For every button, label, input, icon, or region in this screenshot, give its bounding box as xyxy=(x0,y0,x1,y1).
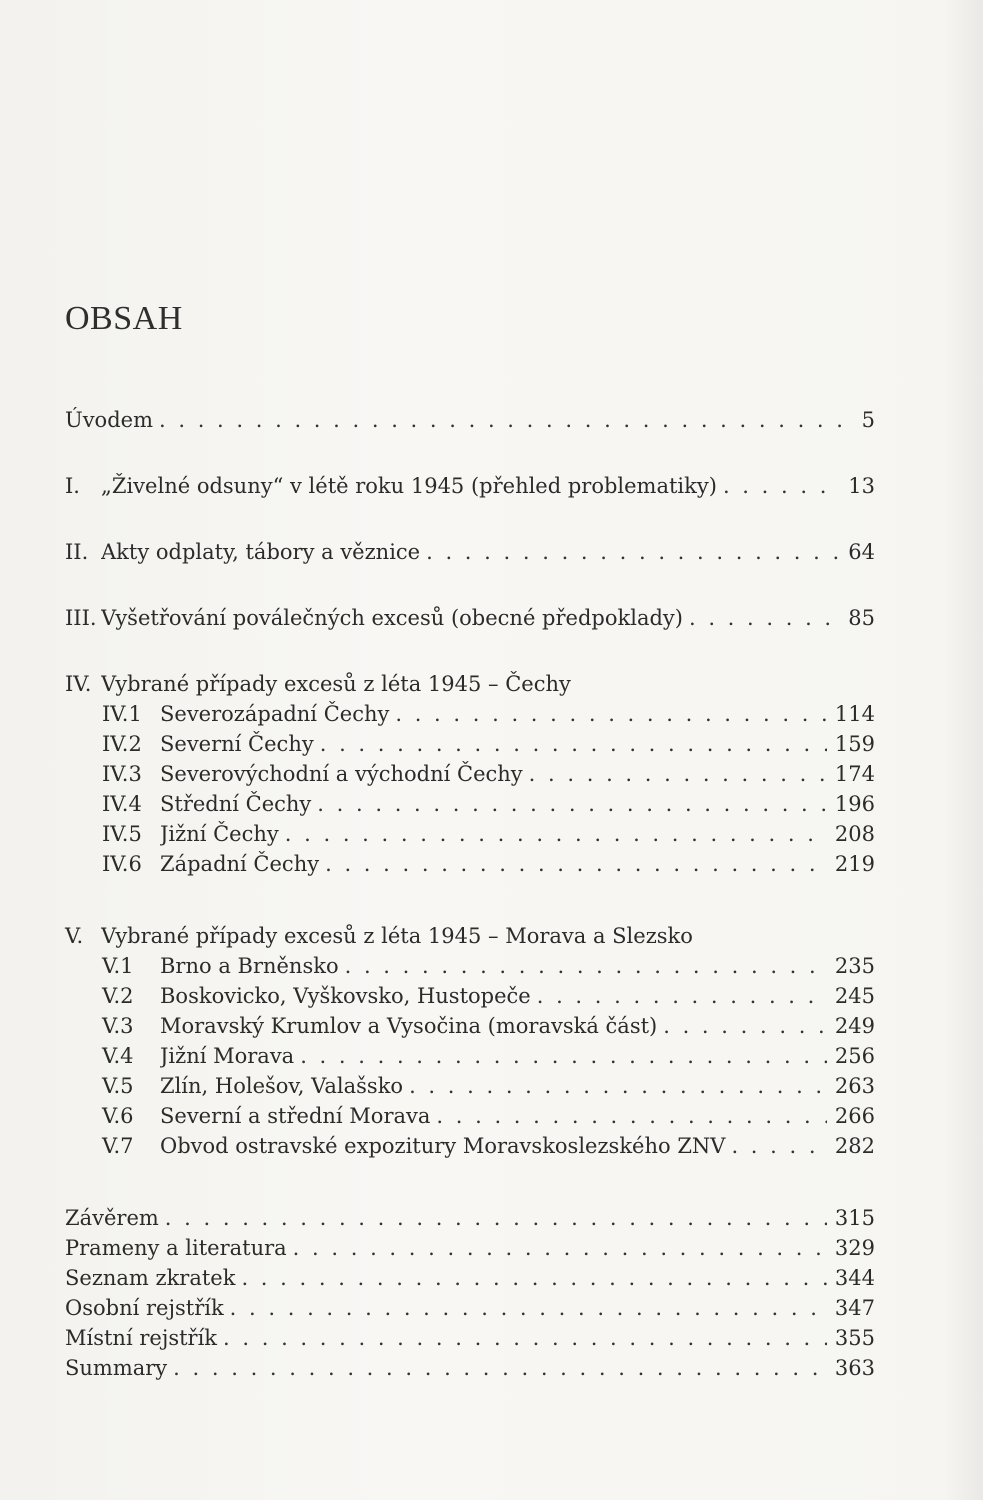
toc-entry-label: Obvod ostravské expozitury Moravskoslezského ZNV xyxy=(160,1134,726,1158)
leader-dots xyxy=(279,819,827,849)
section-number: V.2 xyxy=(102,984,134,1008)
toc-entry-page: 245 xyxy=(834,984,875,1008)
toc-entry-page: 266 xyxy=(834,1104,875,1128)
toc-entry-page: 355 xyxy=(834,1326,875,1350)
section-number: IV.3 xyxy=(102,762,142,786)
toc-entry-page: 5 xyxy=(861,408,875,432)
toc-entry-label: Akty odplaty, tábory a věznice xyxy=(101,540,421,564)
toc-entry-osobni xyxy=(65,1293,875,1323)
section-number: V.7 xyxy=(102,1134,134,1158)
toc-entry-page: 249 xyxy=(834,1014,875,1038)
toc-entry-page: 315 xyxy=(834,1206,875,1230)
toc-entry-label: Jižní Čechy xyxy=(160,822,279,846)
section-number: V.4 xyxy=(102,1044,134,1068)
toc-entry-page: 219 xyxy=(834,852,875,876)
toc-entry-label: Severovýchodní a východní Čechy xyxy=(160,762,523,786)
toc-entry-label: Severní Čechy xyxy=(160,732,314,756)
leader-dots xyxy=(159,1203,827,1233)
leader-dots xyxy=(339,951,827,981)
toc-entry-mistni xyxy=(65,1323,875,1353)
toc-entry-label: Seznam zkratek xyxy=(65,1266,236,1290)
toc-entry-label: Severní a střední Morava xyxy=(160,1104,431,1128)
leader-dots xyxy=(403,1071,827,1101)
chapter-number: III. xyxy=(65,606,97,630)
toc-entry-section-4-6 xyxy=(65,849,875,879)
toc-entry-page: 13 xyxy=(848,474,875,498)
toc-entry-label: Vybrané případy excesů z léta 1945 – Čechy xyxy=(101,672,571,696)
toc-entry-label: Brno a Brněnsko xyxy=(160,954,339,978)
section-number: IV.2 xyxy=(102,732,142,756)
section-number: IV.6 xyxy=(102,852,142,876)
leader-dots xyxy=(657,1011,827,1041)
section-number: IV.5 xyxy=(102,822,142,846)
toc-entry-label: Moravský Krumlov a Vysočina (moravská část) xyxy=(160,1014,658,1038)
toc-entry-page: 282 xyxy=(834,1134,875,1158)
toc-entry-zaver xyxy=(65,1203,875,1233)
leader-dots xyxy=(725,1131,826,1161)
leader-dots xyxy=(235,1263,826,1293)
toc-title: OBSAH xyxy=(65,300,183,337)
chapter-number: I. xyxy=(65,474,80,498)
leader-dots xyxy=(523,759,827,789)
chapter-number: IV. xyxy=(65,672,92,696)
toc-entry-page: 263 xyxy=(834,1074,875,1098)
leader-dots xyxy=(314,729,827,759)
toc-entry-section-4-4 xyxy=(65,789,875,819)
toc-entry-section-4-3 xyxy=(65,759,875,789)
section-number: IV.4 xyxy=(102,792,142,816)
toc-entry-label: Závěrem xyxy=(65,1206,159,1230)
toc-entry-label: Severozápadní Čechy xyxy=(160,702,390,726)
toc-entry-page: 64 xyxy=(848,540,875,564)
toc-entry-chapter-1 xyxy=(65,471,875,501)
toc-entry-page: 114 xyxy=(834,702,875,726)
leader-dots xyxy=(717,471,840,501)
toc-entry-section-4-1 xyxy=(65,699,875,729)
toc-entry-label: Úvodem xyxy=(65,408,153,432)
toc-entry-label: Prameny a literatura xyxy=(65,1236,287,1260)
leader-dots xyxy=(217,1323,827,1353)
toc-entry-page: 235 xyxy=(834,954,875,978)
toc-entry-chapter-3 xyxy=(65,603,875,633)
toc-entry-label: „Živelné odsuny“ v létě roku 1945 (přehled problematiky) xyxy=(101,474,717,498)
leader-dots xyxy=(531,981,827,1011)
toc-entry-chapter-5 xyxy=(65,921,875,951)
toc-entry-section-4-5 xyxy=(65,819,875,849)
leader-dots xyxy=(224,1293,827,1323)
toc-entry-label: Jižní Morava xyxy=(160,1044,295,1068)
toc-entry-label: Osobní rejstřík xyxy=(65,1296,224,1320)
toc-entry-page: 256 xyxy=(834,1044,875,1068)
leader-dots xyxy=(683,603,840,633)
toc-entry-page: 347 xyxy=(834,1296,875,1320)
table-of-contents xyxy=(65,405,875,1383)
toc-entry-page: 363 xyxy=(834,1356,875,1380)
toc-entry-uvod xyxy=(65,405,875,435)
section-number: V.5 xyxy=(102,1074,134,1098)
section-number: IV.1 xyxy=(102,702,142,726)
leader-dots xyxy=(153,405,854,435)
toc-entry-label: Summary xyxy=(65,1356,168,1380)
toc-entry-section-5-5 xyxy=(65,1071,875,1101)
leader-dots xyxy=(319,849,827,879)
toc-entry-section-5-1 xyxy=(65,951,875,981)
section-number: V.6 xyxy=(102,1104,134,1128)
toc-entry-page: 329 xyxy=(834,1236,875,1260)
toc-entry-page: 344 xyxy=(834,1266,875,1290)
toc-entry-chapter-4 xyxy=(65,669,875,699)
toc-entry-section-4-2 xyxy=(65,729,875,759)
toc-entry-page: 159 xyxy=(834,732,875,756)
toc-entry-label: Západní Čechy xyxy=(160,852,320,876)
chapter-number: II. xyxy=(65,540,89,564)
toc-entry-section-5-3 xyxy=(65,1011,875,1041)
toc-entry-page: 208 xyxy=(834,822,875,846)
section-number: V.1 xyxy=(102,954,134,978)
toc-entry-label: Střední Čechy xyxy=(160,792,312,816)
section-number: V.3 xyxy=(102,1014,134,1038)
toc-entry-section-5-2 xyxy=(65,981,875,1011)
leader-dots xyxy=(294,1041,827,1071)
chapter-number: V. xyxy=(65,924,84,948)
toc-entry-label: Zlín, Holešov, Valašsko xyxy=(160,1074,404,1098)
toc-entry-page: 174 xyxy=(834,762,875,786)
leader-dots xyxy=(287,1233,827,1263)
toc-entry-page: 85 xyxy=(848,606,875,630)
toc-entry-section-5-7 xyxy=(65,1131,875,1161)
toc-entry-section-5-6 xyxy=(65,1101,875,1131)
page-edge-shadow xyxy=(943,0,983,1500)
toc-entry-page: 196 xyxy=(834,792,875,816)
toc-entry-summary xyxy=(65,1353,875,1383)
leader-dots xyxy=(389,699,827,729)
toc-entry-chapter-2 xyxy=(65,537,875,567)
toc-entry-label: Místní rejstřík xyxy=(65,1326,218,1350)
leader-dots xyxy=(430,1101,827,1131)
toc-entry-label: Vybrané případy excesů z léta 1945 – Morava a Slezsko xyxy=(101,924,693,948)
toc-entry-zkratky xyxy=(65,1263,875,1293)
toc-entry-label: Boskovicko, Vyškovsko, Hustopeče xyxy=(160,984,531,1008)
toc-entry-label: Vyšetřování poválečných excesů (obecné předpoklady) xyxy=(101,606,683,630)
toc-entry-section-5-4 xyxy=(65,1041,875,1071)
leader-dots xyxy=(167,1353,827,1383)
leader-dots xyxy=(311,789,827,819)
toc-entry-prameny xyxy=(65,1233,875,1263)
leader-dots xyxy=(420,537,840,567)
